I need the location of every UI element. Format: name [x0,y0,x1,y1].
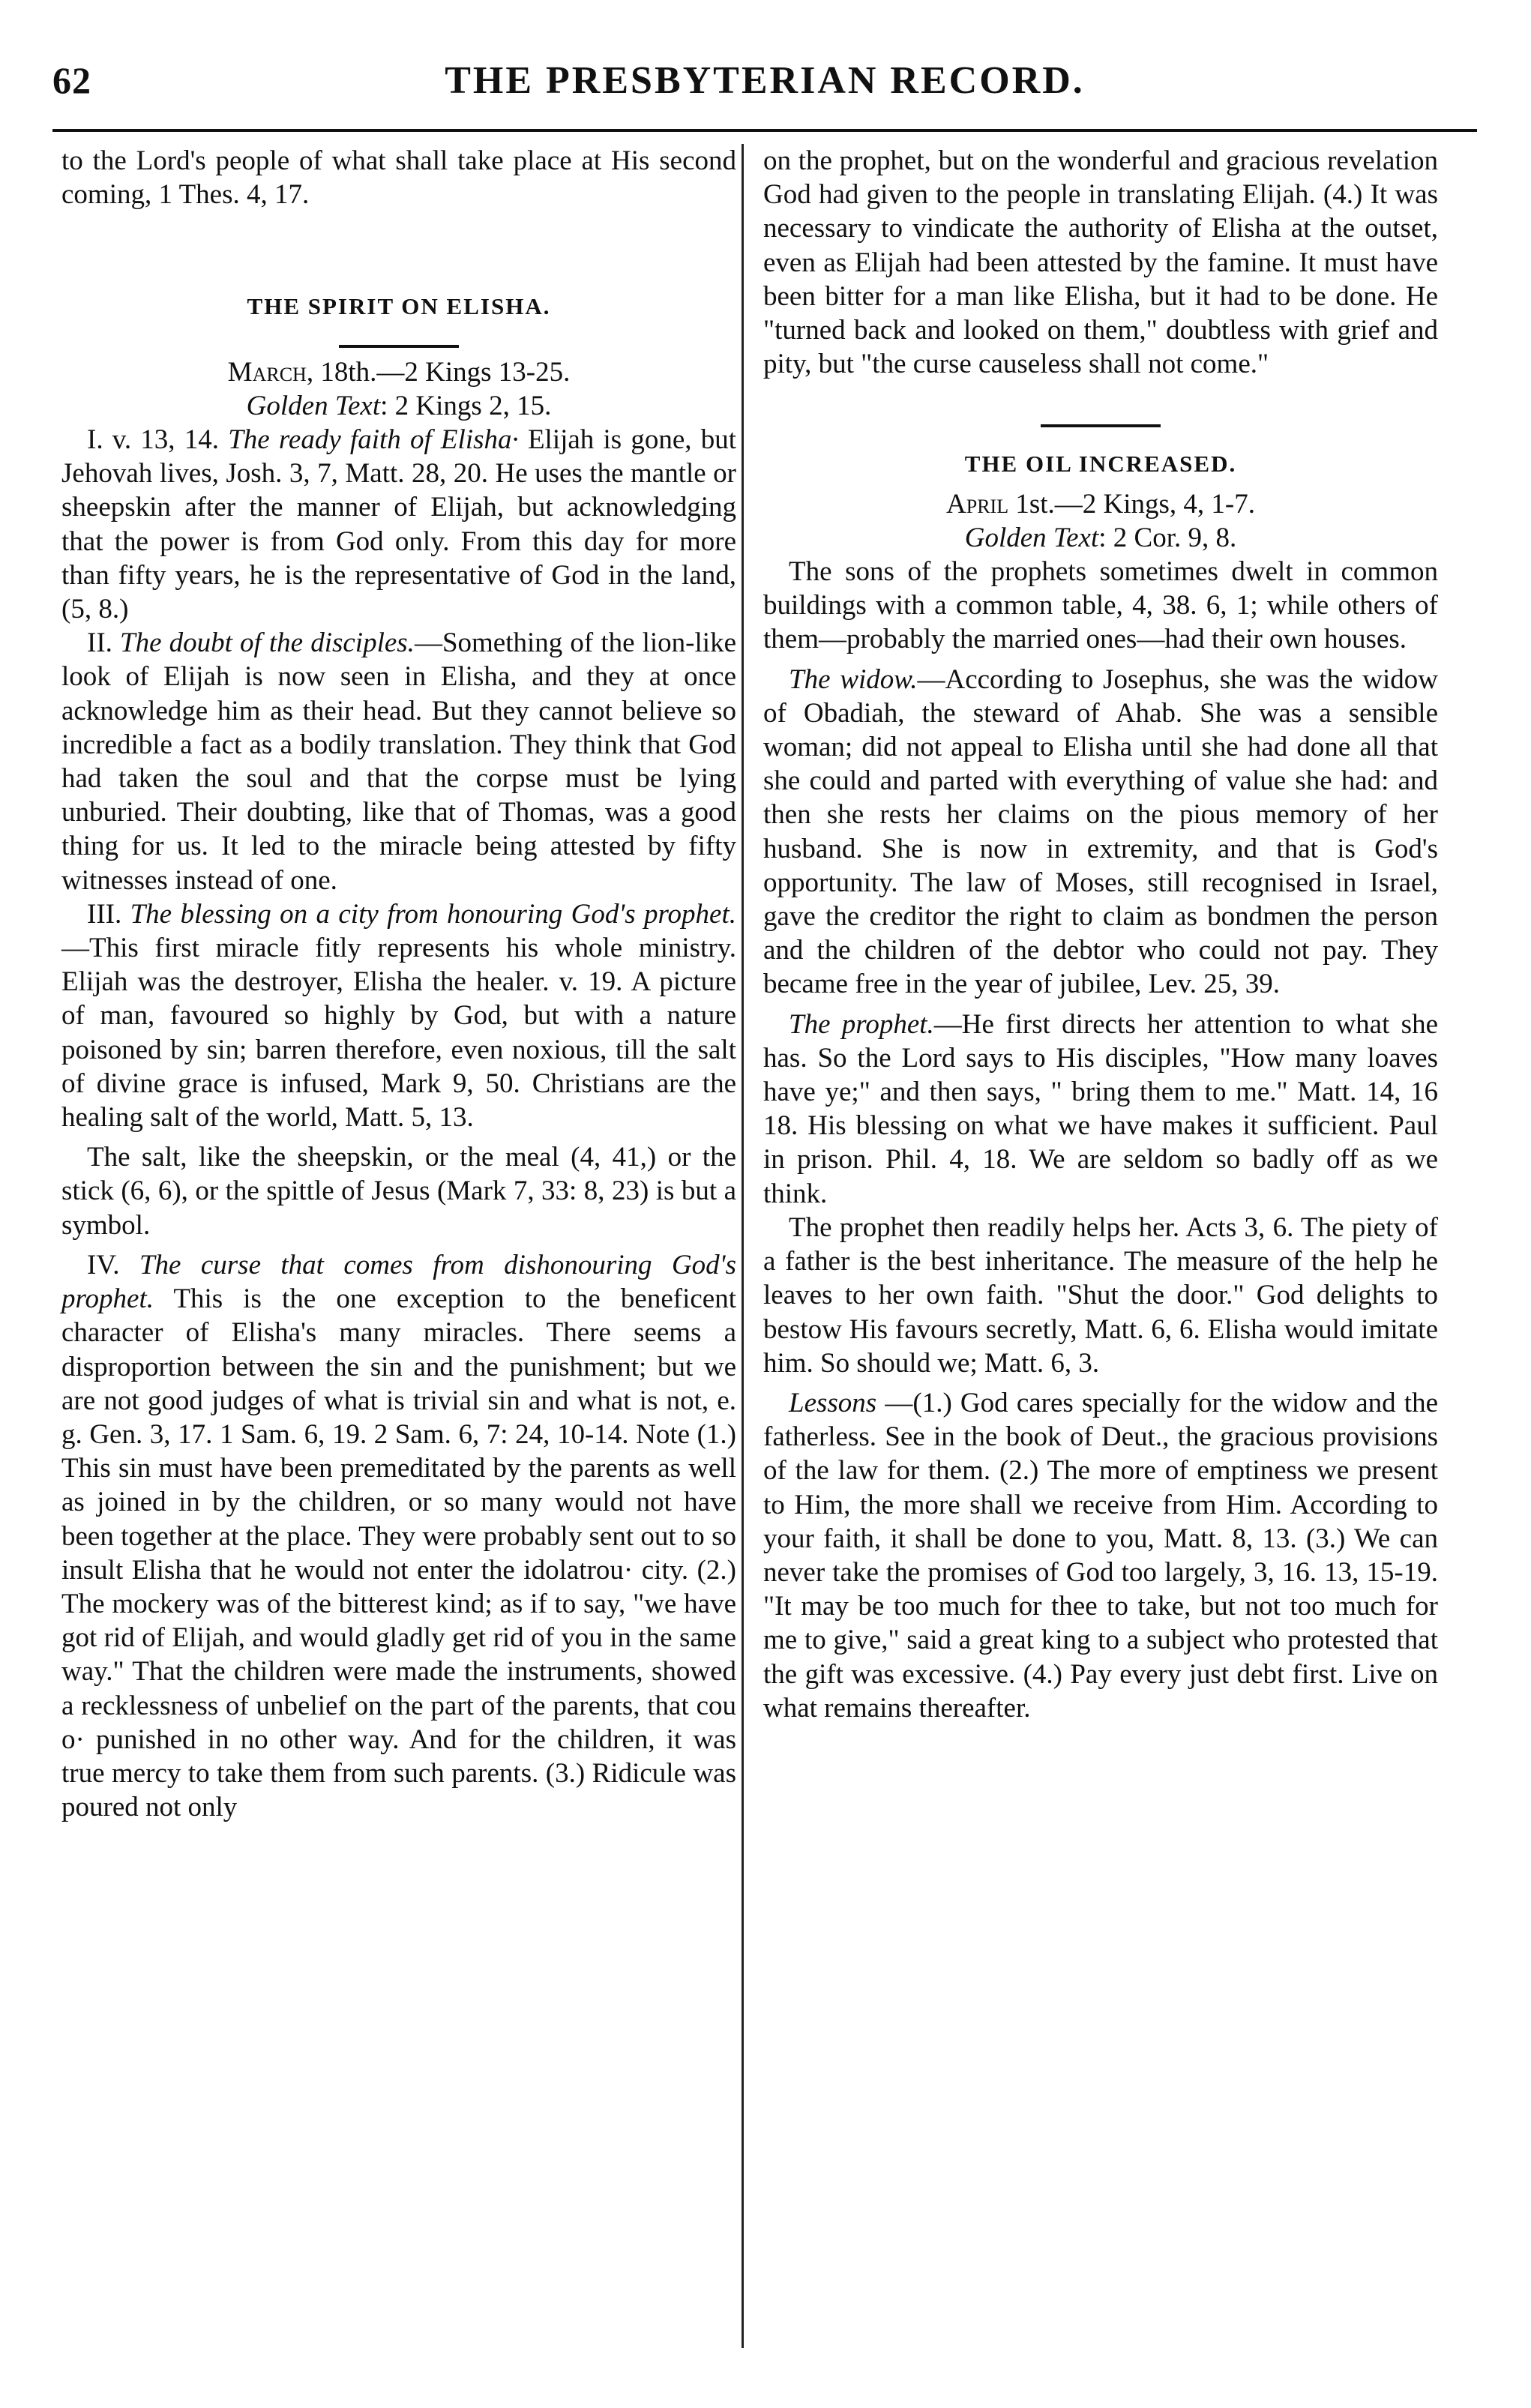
date-reference: 1st.—2 Kings, 4, 1-7. [1008,488,1255,520]
paragraph-body: —(1.) God cares specially for the widow and the fatherless. See in the book of Deut., the gracious provisions of the law for them. (2.) The more of emptiness we present to Him, the more shall we receive from Him. According to your faith, it shall be done to you, Matt. 8, 13. (3.) We can never take the promises of God too largely, 3, 16. 13, 15-19. "It may be too much for thee to take, but not too much for me to give," said a great king to a subject who protested that the gift was excessive. (4.) Pay every just debt first. Live on what remains thereafter. [763,1387,1438,1724]
golden-text-reference: : 2 Cor. 9, 8. [1098,522,1237,553]
paragraph: The salt, like the sheepskin, or the meal (4, 41,) or the stick (6, 6), or the spittle of Jesus (Mark 7, 33: 8, 23) is but a symbol. [61,1142,736,1241]
paragraph: The sons of the prophets sometimes dwelt in common buildings with a common table, 4, 38. 6, 1; while others of them—probably the married ones—had their own houses. [763,556,1438,655]
paragraph [61,897,736,1134]
paragraph-heading: The doubt of the disciples. [120,627,415,659]
lesson-date [763,487,1438,521]
page-header [52,58,1477,112]
paragraph: The prophet then readily helps her. Acts 3, 6. The piety of a father is the best inheritance. The measure of the help he leaves to her own faith. "Shut the door." God delights to bestow His favours secretly, Matt. 6, 6. Elisha would imitate him. So should we; Matt. 6, 3. [763,1211,1438,1379]
section-title: THE SPIRIT ON ELISHA. [247,293,551,320]
paragraph-body: Elijah is gone, but Jehovah lives, Josh. 3, 7, Matt. 28, 20. He uses the mantle or sheepskin after the manner of Elijah, but acknowledging that the power is from God only. From this day for more than fifty years, he is the representative of God in the land, (5, 8.) [61,424,736,625]
header-rule [52,129,1477,132]
paragraph-body: —This first miracle fitly represents his whole ministry. Elijah was the destroyer, Elisha the healer. v. 19. A picture of man, favoured so highly by God, but with a nature poisoned by sin; barren therefore, even noxious, till the salt of divine grace is infused, Mark 9, 50. Christians are the healing salt of the world, Matt. 5, 13. [61,933,736,1134]
running-title: THE PRESBYTERIAN RECORD. [445,59,1085,102]
paragraph [61,423,736,626]
paragraph-heading: Lessons [789,1387,877,1418]
golden-text-line [61,389,736,423]
paragraph [61,1248,736,1824]
left-column [61,144,736,1824]
paragraph-heading: The prophet. [789,1008,934,1040]
golden-text-reference: : 2 Kings 2, 15. [380,390,552,421]
continued-text: to the Lord's people of what shall take place at His second coming, 1 Thes. 4, 17. [61,145,736,211]
paragraph [61,626,736,897]
date-month: April [946,488,1009,520]
paragraph-heading: The curse that comes from dishonouring God's prophet. [61,1249,736,1315]
paragraph [763,1386,1438,1725]
paragraph-heading: The widow. [789,663,918,695]
date-reference: , 18th.—2 Kings 13-25. [306,356,571,388]
paragraph-body: This is the one exception to the beneficent character of Elisha's many miracles. There seems a disproportion between the sin and the punishment; but we are not good judges of what is trivial sin and what is not, e. g. Gen. 3, 17. 1 Sam. 6, 19. 2 Sam. 6, 7: 24, 10-14. Note (1.) This sin must have been premeditated by the parents as well as joined in by the children, or so many would not have been together at the place. They were probably sent out to so insult Elisha that he would not enter the idolatrou· city. (2.) The mockery was of the bitterest kind; as if to say, "we have got rid of Elijah, and would gladly get rid of you in the same way." That the children were made the instruments, showed a recklessness of unbelief on the part of the parents, that cou o· punished in no other way. And for the children, it was true mercy to take them from such parents. (3.) Ridicule was poured not only [61,1283,736,1823]
short-rule [1041,424,1161,427]
golden-text-label: Golden Text [964,522,1099,553]
right-column [763,144,1438,1725]
paragraph-number: IV. [87,1249,139,1280]
page-number: 62 [52,59,91,101]
paragraph-number: II. [87,627,120,659]
section-title: THE OIL INCREASED. [964,451,1237,478]
paragraph [763,1008,1438,1211]
paragraph-heading: The blessing on a city from honouring God's prophet. [130,898,736,930]
short-rule [339,345,459,348]
paragraph-body: —According to Josephus, she was the widow of Obadiah, the steward of Ahab. She was a sensible woman; did not appeal to Elisha until she had done all that she could and parted with everything of value she had: and then she rests her claims on the pious memory of her husband. She is now in extremity, and that is God's opportunity. The law of Moses, still recognised in Israel, gave the creditor the right to claim as bondmen the person and the children of the debtor who could not pay. They became free in the year of jubilee, Lev. 25, 39. [763,663,1438,1000]
continued-text: on the prophet, but on the wonderful and gracious revelation God had given to the people in translating Elijah. (4.) It was necessary to vindicate the authority of Elisha at the outset, even as Elijah had been attested by the famine. It must have been bitter for a man like Elisha, but it had to be done. He "turned back and looked on them," doubtless with grief and pity, but "the curse causeless shall not come." [763,145,1438,380]
paragraph-heading: The ready faith of Elisha· [228,424,519,456]
column-divider [742,144,744,2348]
paragraph-number: III. [87,898,130,930]
paragraph-body: —Something of the lion-like look of Elijah is now seen in Elisha, and they at once acknowledge him as their head. But they cannot believe so incredible a fact as a bodily translation. They think that God had taken the soul and that the corpse must be lying unburied. Their doubting, like that of Thomas, was a good thing for us. It led to the miracle being attested by fifty witnesses instead of one. [61,627,736,896]
lesson-date [61,355,736,389]
paragraph [763,663,1438,1002]
paragraph-number: I. v. 13, 14. [87,424,229,456]
paragraph-body: —He first directs her attention to what she has. So the Lord says to His disciples, "How many loaves have ye;" and then says, " bring them to me." Matt. 14, 16 18. His blessing on what we have makes it sufficient. Paul in prison. Phil. 4, 18. We are seldom so badly off as we think. [763,1008,1438,1209]
golden-text-label: Golden Text [246,390,381,421]
date-month: March [227,356,307,388]
golden-text-line [763,521,1438,555]
